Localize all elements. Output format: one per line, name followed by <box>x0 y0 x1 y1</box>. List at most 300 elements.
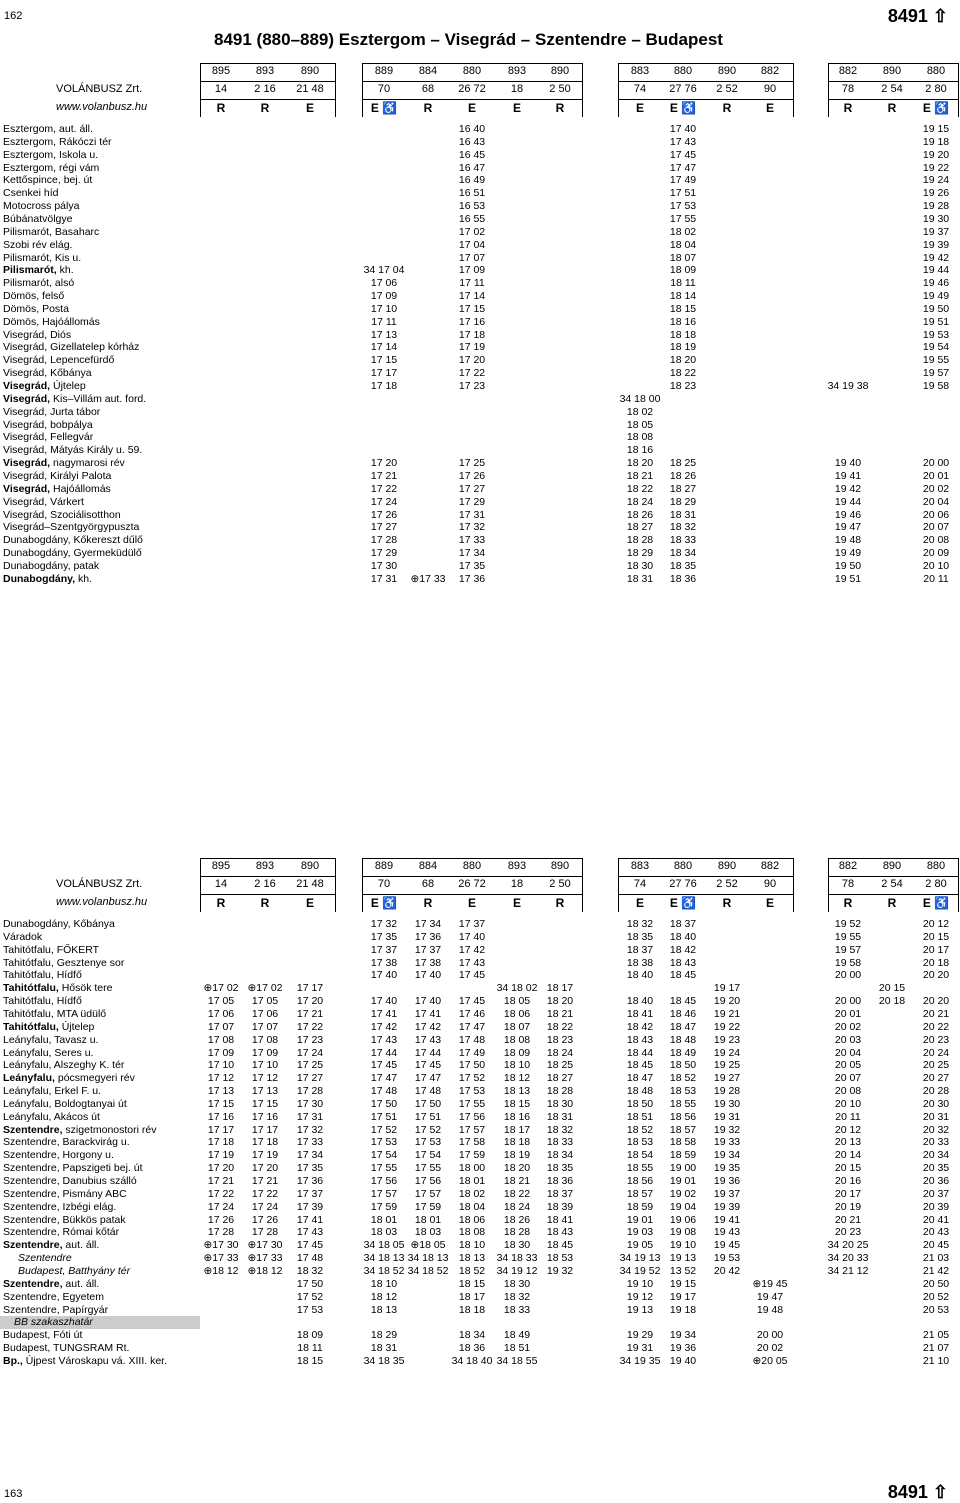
time-cell: 17 53 <box>370 1136 398 1149</box>
note-code: 2 80 <box>925 878 947 890</box>
stop-name: Budapest, Batthyány tér <box>18 1264 131 1277</box>
bottom-stop-row <box>0 918 960 931</box>
stop-name: Visegrád–Szentgyörgypuszta <box>3 521 140 534</box>
website-link[interactable]: www.volanbusz.hu <box>56 101 148 113</box>
stop-name: Szentendre, Izbégi elág. <box>3 1200 117 1213</box>
time-cell: 18 01 <box>458 1175 486 1187</box>
time-cell: 19 24 <box>713 1046 741 1059</box>
day-code: R <box>423 896 433 910</box>
time-cell: 18 09 <box>669 264 697 277</box>
time-cell: 18 13 <box>370 1303 398 1316</box>
time-cell: 20 33 <box>922 1136 950 1149</box>
time-cell: 18 56 <box>669 1110 697 1123</box>
top-stop-row <box>0 560 960 573</box>
time-cell: 34 19 52 <box>619 1264 661 1277</box>
stop-name: Tahitótfalu, Gesztenye sor <box>3 956 125 969</box>
time-cell: 20 18 <box>922 956 950 969</box>
time-cell: 19 01 <box>626 1213 654 1226</box>
time-cell: 34 18 52 <box>363 1264 405 1277</box>
stop-name: Leányfalu, Seres u. <box>3 1046 94 1059</box>
time-cell: 17 10 <box>251 1059 279 1072</box>
stop-name: Visegrád, Fellegvár <box>3 431 94 444</box>
time-cell: 18 03 <box>370 1226 398 1239</box>
time-cell: 20 02 <box>834 1020 862 1033</box>
time-cell: 18 00 <box>458 1162 486 1175</box>
day-code: R <box>216 101 226 115</box>
time-cell: 17 23 <box>296 1033 324 1046</box>
bottom-stop-row <box>0 957 960 970</box>
time-cell: 16 47 <box>458 161 486 174</box>
time-cell: 17 28 <box>207 1226 235 1239</box>
time-cell: 17 54 <box>370 1149 398 1162</box>
time-cell: 17 32 <box>296 1123 324 1136</box>
time-cell: 18 11 <box>297 1342 323 1355</box>
time-cell: 18 20 <box>626 457 654 470</box>
stop-name: Visegrád, Mátyás Király u. 59. <box>3 444 143 457</box>
time-cell: 17 32 <box>370 918 398 930</box>
line-code-bottom: 8491 ⇧ <box>887 1482 948 1502</box>
stop-name: Leányfalu, pócsmegyeri rév <box>3 1072 135 1085</box>
time-cell: 20 03 <box>834 1033 862 1046</box>
time-cell: 17 55 <box>370 1162 398 1175</box>
note-code: 27 76 <box>669 878 697 890</box>
time-cell: 34 18 13 <box>407 1252 449 1265</box>
bottom-stop-row <box>0 1291 960 1304</box>
time-cell: 18 14 <box>669 290 697 303</box>
time-cell: 17 53 <box>414 1136 442 1149</box>
time-cell: ⊕17 33 <box>203 1252 239 1265</box>
time-cell: 20 17 <box>834 1187 862 1200</box>
time-cell: 20 31 <box>922 1110 950 1123</box>
group-rule <box>793 63 794 117</box>
time-cell: 17 58 <box>458 1136 486 1149</box>
time-cell: 18 32 <box>503 1290 531 1303</box>
time-cell: 17 13 <box>370 328 398 341</box>
stop-name: Visegrád, Gizellatelep kórház <box>3 341 140 354</box>
time-cell: 17 30 <box>296 1097 324 1110</box>
stop-name: Bp., Újpest Városkapu vá. XIII. ker. <box>3 1354 167 1367</box>
train-number: 895 <box>211 65 231 77</box>
time-cell: 21 03 <box>922 1252 950 1265</box>
time-cell: 18 44 <box>626 1046 654 1059</box>
time-cell: 18 33 <box>669 534 697 547</box>
bottom-stop-row <box>0 1085 960 1098</box>
day-code: R <box>887 896 897 910</box>
website-link[interactable]: www.volanbusz.hu <box>56 896 148 908</box>
time-cell: 17 22 <box>458 367 486 380</box>
time-cell: 17 29 <box>370 547 398 560</box>
time-cell: 17 43 <box>669 135 697 148</box>
time-cell: 19 43 <box>713 1226 741 1239</box>
time-cell: 20 23 <box>834 1226 862 1239</box>
time-cell: 18 26 <box>626 508 654 521</box>
time-cell: 18 15 <box>503 1097 531 1110</box>
time-cell: 18 16 <box>669 315 697 328</box>
stop-name: Visegrád, Diós <box>3 328 72 341</box>
time-cell: 18 50 <box>669 1059 697 1072</box>
time-cell: 20 21 <box>922 1007 950 1020</box>
time-cell: 20 27 <box>922 1072 950 1085</box>
time-cell: 18 55 <box>669 1097 697 1110</box>
stop-name: Pilismarót, kh. <box>3 264 74 277</box>
group-rule <box>362 858 363 912</box>
stop-name: Tahitótfalu, Hídfő <box>3 969 82 982</box>
page-title: 8491 (880–889) Esztergom – Visegrád – Szentendre – Budapest <box>214 30 723 49</box>
stop-name: Szentendre, Barackvirág u. <box>3 1136 130 1149</box>
time-cell: 18 02 <box>669 225 697 238</box>
stop-name: Motocross pálya <box>3 200 80 213</box>
time-cell: 19 10 <box>626 1277 654 1290</box>
time-cell: 18 08 <box>626 431 654 444</box>
note-code: 70 <box>377 83 391 95</box>
time-cell: 19 06 <box>669 1213 697 1226</box>
time-cell: 18 21 <box>626 469 654 482</box>
time-cell: 17 49 <box>458 1046 486 1059</box>
day-code: R <box>260 896 270 910</box>
bottom-stop-row <box>0 1355 960 1368</box>
time-cell: ⊕19 45 <box>752 1277 788 1290</box>
time-cell: 20 20 <box>922 969 950 982</box>
note-code: 68 <box>421 878 435 890</box>
stop-name: Pilismarót, Basaharc <box>3 225 100 238</box>
train-number: 880 <box>673 860 693 872</box>
time-cell: 17 20 <box>458 354 486 367</box>
note-code: 14 <box>214 83 228 95</box>
time-cell: 34 19 13 <box>619 1252 661 1265</box>
time-cell: ⊕17 02 <box>247 982 283 995</box>
time-cell: 20 35 <box>922 1162 950 1175</box>
time-cell: 17 38 <box>370 956 398 969</box>
bottom-stop-row <box>0 1265 960 1278</box>
time-cell: 19 58 <box>834 956 862 969</box>
time-cell: 17 12 <box>207 1072 235 1085</box>
time-cell: 17 40 <box>458 930 486 943</box>
top-stop-row <box>0 149 960 162</box>
header-rule <box>618 894 793 895</box>
time-cell: 18 57 <box>626 1187 654 1200</box>
group-rule <box>793 858 794 912</box>
time-cell: 18 02 <box>458 1187 486 1200</box>
time-cell: 20 07 <box>834 1072 862 1085</box>
time-cell: 18 10 <box>370 1277 398 1290</box>
time-cell: 17 30 <box>370 559 398 572</box>
top-stop-row <box>0 431 960 444</box>
bottom-stop-row <box>0 1252 960 1265</box>
time-cell: 17 47 <box>414 1072 442 1085</box>
time-cell: 20 12 <box>922 918 950 930</box>
time-cell: 17 45 <box>414 1059 442 1072</box>
time-cell: 16 40 <box>458 123 486 135</box>
time-cell: 19 17 <box>713 982 741 995</box>
time-cell: 18 37 <box>669 918 697 930</box>
time-cell: 17 37 <box>370 943 398 956</box>
time-cell: 18 32 <box>669 521 697 534</box>
time-cell: 19 32 <box>546 1264 574 1277</box>
time-cell: 19 23 <box>713 1033 741 1046</box>
time-cell: 18 25 <box>669 457 697 470</box>
top-stop-row <box>0 367 960 380</box>
stop-name: Visegrád, Királyi Palota <box>3 469 112 482</box>
header-rule <box>618 63 793 64</box>
time-cell: 17 04 <box>458 238 486 251</box>
bottom-stop-row <box>0 1214 960 1227</box>
top-stop-row <box>0 496 960 509</box>
time-cell: 17 36 <box>414 930 442 943</box>
time-cell: ⊕17 30 <box>203 1239 239 1252</box>
time-cell: 18 31 <box>546 1110 574 1123</box>
time-cell: 17 56 <box>370 1175 398 1187</box>
note-code: 2 50 <box>549 878 571 890</box>
time-cell: 17 27 <box>458 482 486 495</box>
note-code: 21 48 <box>296 878 324 890</box>
time-cell: 34 19 38 <box>827 380 869 392</box>
time-cell: 19 37 <box>713 1187 741 1200</box>
time-cell: 18 06 <box>458 1213 486 1226</box>
train-number: 890 <box>882 860 902 872</box>
header-rule <box>200 876 335 877</box>
time-cell: 17 35 <box>296 1162 324 1175</box>
time-cell: 17 47 <box>458 1020 486 1033</box>
bottom-stop-row <box>0 1149 960 1162</box>
time-cell: 20 42 <box>713 1264 741 1277</box>
time-cell: 18 34 <box>669 547 697 560</box>
stop-name: Váradok <box>3 930 43 943</box>
time-cell: 19 54 <box>922 341 950 354</box>
time-cell: 19 40 <box>834 457 862 470</box>
group-rule <box>335 63 336 117</box>
time-cell: 16 53 <box>458 200 486 213</box>
time-cell: 17 18 <box>207 1136 235 1149</box>
time-cell: 18 47 <box>669 1020 697 1033</box>
time-cell: 17 21 <box>296 1007 324 1020</box>
time-cell: 17 17 <box>207 1123 235 1136</box>
time-cell: 20 39 <box>922 1200 950 1213</box>
time-cell: 18 52 <box>458 1264 486 1277</box>
time-cell: 18 37 <box>626 943 654 956</box>
time-cell: 20 16 <box>834 1175 862 1187</box>
time-cell: 19 26 <box>922 187 950 200</box>
bottom-stop-row <box>0 1329 960 1342</box>
time-cell: 17 48 <box>370 1085 398 1098</box>
time-cell: 17 49 <box>669 174 697 187</box>
time-cell: 20 10 <box>922 559 950 572</box>
time-cell: 17 26 <box>370 508 398 521</box>
time-cell: 19 02 <box>669 1187 697 1200</box>
time-cell: 19 40 <box>669 1354 697 1367</box>
time-cell: 17 51 <box>669 187 697 200</box>
time-cell: 18 05 <box>626 418 654 431</box>
top-stop-row <box>0 187 960 200</box>
time-cell: 19 53 <box>713 1252 741 1265</box>
header-rule <box>618 858 793 859</box>
stop-name: Esztergom, régi vám <box>3 161 100 174</box>
time-cell: 20 34 <box>922 1149 950 1162</box>
header-rule <box>618 99 793 100</box>
stop-name: Visegrád, Kőbánya <box>3 367 92 380</box>
time-cell: 17 20 <box>296 995 324 1008</box>
group-rule <box>582 63 583 117</box>
day-code: E ♿ <box>370 101 398 115</box>
group-rule <box>200 858 201 912</box>
stop-name: Dömös, Hajóállomás <box>3 315 100 328</box>
time-cell: 34 21 12 <box>827 1264 869 1277</box>
time-cell: 20 10 <box>834 1097 862 1110</box>
time-cell: ⊕17 33 <box>247 1252 283 1265</box>
time-cell: 18 18 <box>458 1303 486 1316</box>
day-code: R <box>722 101 732 115</box>
time-cell: 19 35 <box>713 1162 741 1175</box>
note-code: 2 16 <box>254 878 276 890</box>
train-number: 890 <box>550 65 570 77</box>
time-cell: 20 23 <box>922 1033 950 1046</box>
stop-name: Visegrád, Szociálisotthon <box>3 508 121 521</box>
time-cell: 18 19 <box>669 341 697 354</box>
time-cell: 17 16 <box>458 315 486 328</box>
time-cell: 19 55 <box>922 354 950 367</box>
top-stop-row <box>0 290 960 303</box>
bottom-stop-row <box>0 1111 960 1124</box>
train-number: 880 <box>926 65 946 77</box>
time-cell: 17 14 <box>370 341 398 354</box>
time-cell: 20 20 <box>922 995 950 1008</box>
time-cell: 19 55 <box>834 930 862 943</box>
time-cell: 18 11 <box>670 277 696 290</box>
time-cell: 17 22 <box>251 1187 279 1200</box>
time-cell: 19 49 <box>834 547 862 560</box>
time-cell: 18 53 <box>626 1136 654 1149</box>
time-cell: 17 09 <box>207 1046 235 1059</box>
stop-name: Szentendre, aut. áll. <box>3 1277 100 1290</box>
time-cell: 20 53 <box>922 1303 950 1316</box>
time-cell: 19 04 <box>669 1200 697 1213</box>
header-rule <box>828 894 958 895</box>
header-rule <box>828 81 958 82</box>
bottom-stop-row <box>0 1072 960 1085</box>
time-cell: 34 19 35 <box>619 1354 661 1367</box>
time-cell: 18 21 <box>503 1175 531 1187</box>
time-cell: 16 43 <box>458 135 486 148</box>
top-stop-row <box>0 470 960 483</box>
time-cell: 19 37 <box>922 225 950 238</box>
time-cell: 18 12 <box>503 1072 531 1085</box>
time-cell: 19 42 <box>834 482 862 495</box>
time-cell: 18 18 <box>503 1136 531 1149</box>
day-code: E <box>305 101 314 115</box>
time-cell: 17 38 <box>414 956 442 969</box>
time-cell: 18 06 <box>503 1007 531 1020</box>
time-cell: 20 50 <box>922 1277 950 1290</box>
time-cell: 17 12 <box>251 1072 279 1085</box>
time-cell: 17 57 <box>414 1187 442 1200</box>
time-cell: 20 06 <box>922 508 950 521</box>
time-cell: 34 18 33 <box>496 1252 538 1265</box>
train-number: 890 <box>717 65 737 77</box>
time-cell: 20 28 <box>922 1085 950 1098</box>
time-cell: 19 34 <box>669 1329 697 1342</box>
time-cell: 17 57 <box>370 1187 398 1200</box>
time-cell: 17 24 <box>296 1046 324 1059</box>
time-cell: 17 16 <box>251 1110 279 1123</box>
train-number: 895 <box>211 860 231 872</box>
stop-name: Dunabogdány, Gyermeküdülő <box>3 547 142 560</box>
time-cell: 17 44 <box>414 1046 442 1059</box>
day-code: E <box>467 896 476 910</box>
time-cell: 20 37 <box>922 1187 950 1200</box>
time-cell: 18 21 <box>546 1007 574 1020</box>
top-stop-row <box>0 509 960 522</box>
time-cell: 18 28 <box>626 534 654 547</box>
top-stop-row <box>0 213 960 226</box>
time-cell: 20 36 <box>922 1175 950 1187</box>
time-cell: 17 18 <box>370 380 398 392</box>
time-cell: 20 09 <box>922 547 950 560</box>
time-cell: 19 22 <box>922 161 950 174</box>
bottom-stop-row <box>0 1316 960 1329</box>
time-cell: 19 51 <box>834 572 862 585</box>
time-cell: 18 24 <box>626 495 654 508</box>
stop-name: Pilismarót, alsó <box>3 277 75 290</box>
time-cell: 17 47 <box>669 161 697 174</box>
time-cell: 19 28 <box>922 200 950 213</box>
day-code: E <box>467 101 476 115</box>
time-cell: 34 20 25 <box>827 1239 869 1252</box>
header-rule <box>200 81 335 82</box>
time-cell: 18 15 <box>296 1354 324 1367</box>
time-cell: 34 19 12 <box>496 1264 538 1277</box>
time-cell: 17 26 <box>207 1213 235 1226</box>
day-code: E ♿ <box>922 896 950 910</box>
time-cell: 18 40 <box>626 969 654 982</box>
stop-name: Esztergom, Rákóczi tér <box>3 135 112 148</box>
time-cell: 20 00 <box>756 1329 784 1342</box>
stop-name: Szentendre, Pismány ABC <box>3 1187 127 1200</box>
time-cell: 19 36 <box>713 1175 741 1187</box>
time-cell: 18 42 <box>669 943 697 956</box>
time-cell: 18 24 <box>546 1046 574 1059</box>
time-cell: 34 18 35 <box>363 1354 405 1367</box>
line-code-top: 8491 ⇧ <box>887 6 948 26</box>
time-cell: 18 42 <box>626 1020 654 1033</box>
group-rule <box>335 858 336 912</box>
top-stop-row <box>0 239 960 252</box>
time-cell: 34 17 04 <box>363 264 405 277</box>
time-cell: 17 36 <box>458 572 486 585</box>
stop-name: Szobi rév elág. <box>3 238 73 251</box>
time-cell: 19 48 <box>756 1303 784 1316</box>
time-cell: 18 40 <box>626 995 654 1008</box>
time-cell: 19 44 <box>922 264 950 277</box>
train-number: 882 <box>838 65 858 77</box>
time-cell: 19 18 <box>922 135 950 148</box>
stop-name: Tahitótfalu, MTA üdülő <box>3 1007 107 1020</box>
time-cell: 19 42 <box>922 251 950 264</box>
time-cell: 17 40 <box>414 969 442 982</box>
time-cell: 17 20 <box>251 1162 279 1175</box>
time-cell: 19 41 <box>713 1213 741 1226</box>
header-rule <box>362 81 582 82</box>
time-cell: 18 16 <box>626 444 654 457</box>
time-cell: 17 19 <box>458 341 486 354</box>
time-cell: 17 18 <box>251 1136 279 1149</box>
page-number-bottom: 163 <box>4 1488 23 1500</box>
time-cell: 19 22 <box>713 1020 741 1033</box>
train-number: 882 <box>760 860 780 872</box>
time-cell: 20 13 <box>834 1136 862 1149</box>
time-cell: 17 54 <box>414 1149 442 1162</box>
time-cell: ⊕20 05 <box>752 1354 788 1367</box>
header-rule <box>362 876 582 877</box>
time-cell: 18 31 <box>370 1342 398 1355</box>
